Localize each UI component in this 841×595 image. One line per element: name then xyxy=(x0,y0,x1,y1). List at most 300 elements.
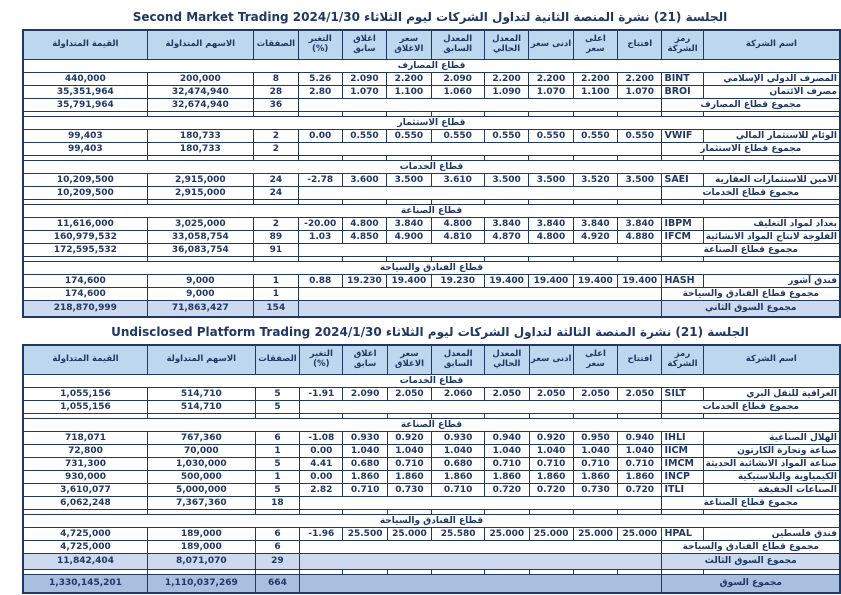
col-header-low: ادنى سعر xyxy=(529,30,573,60)
total-shares-cell: 180,733 xyxy=(147,143,253,156)
company-value-cell: 11,616,000 xyxy=(23,218,147,231)
company-code-cell: INCP xyxy=(662,471,703,484)
col-header-code: رمز الشركة xyxy=(662,30,703,60)
company-avg_cur-cell: 19.400 xyxy=(484,275,528,288)
col-header-avg_cur: المعدل الحالي xyxy=(484,30,528,60)
company-trades-cell: 89 xyxy=(254,231,299,244)
total-value-cell: 172,595,532 xyxy=(23,244,147,257)
company-open-cell: 0.550 xyxy=(618,130,662,143)
company-change-cell: 2.80 xyxy=(298,86,342,99)
company-prev_close-cell: 1.860 xyxy=(343,471,387,484)
company-value-cell: 35,351,964 xyxy=(23,86,147,99)
total-empty-cell xyxy=(298,301,662,318)
company-close-cell: 0.550 xyxy=(387,130,431,143)
company-low-cell: 3.500 xyxy=(529,174,573,187)
company-change-cell: -1.08 xyxy=(300,432,343,445)
company-name-cell: الفلوجة لانتاج المواد الانشائية xyxy=(703,231,840,244)
company-shares-cell: 70,000 xyxy=(147,445,255,458)
company-code-cell: IBPM xyxy=(662,218,703,231)
col-header-close: سعر الاغلاق xyxy=(387,30,431,60)
company-avg_prev-cell: 1.040 xyxy=(432,445,485,458)
company-avg_cur-cell: 1.090 xyxy=(484,86,528,99)
company-row xyxy=(23,218,840,231)
company-code-cell: IMCM xyxy=(662,458,703,471)
total-shares-cell: 7,367,360 xyxy=(147,497,255,510)
total-value-cell: 1,330,145,201 xyxy=(23,575,147,594)
second-market-table xyxy=(22,29,841,318)
company-low-cell: 2.050 xyxy=(529,388,573,401)
total-shares-cell: 8,071,070 xyxy=(147,554,255,570)
company-row xyxy=(23,445,840,458)
company-low-cell: 25.000 xyxy=(529,528,573,541)
company-high-cell: 4.920 xyxy=(573,231,617,244)
col-header-name: اسم الشركة xyxy=(703,30,840,60)
company-avg_cur-cell: 3.840 xyxy=(484,218,528,231)
company-shares-cell: 180,733 xyxy=(147,130,253,143)
total-label-cell: مجموع قطاع الفنادق والسياحة xyxy=(662,541,840,554)
company-value-cell: 174,600 xyxy=(23,275,147,288)
company-avg_cur-cell: 0.720 xyxy=(485,484,529,497)
company-row xyxy=(23,231,840,244)
company-prev_close-cell: 0.710 xyxy=(343,484,387,497)
company-shares-cell: 1,030,000 xyxy=(147,458,255,471)
company-close-cell: 0.920 xyxy=(387,432,431,445)
company-row xyxy=(23,73,840,86)
sector-name-cell: قطاع المصارف xyxy=(23,60,840,73)
total-label-cell: مجموع قطاع الخدمات xyxy=(662,401,840,414)
total-value-cell: 1,055,156 xyxy=(23,401,147,414)
company-name-cell: العراقية للنقل البري xyxy=(703,388,840,401)
company-open-cell: 3.840 xyxy=(618,218,662,231)
company-row xyxy=(23,388,840,401)
company-code-cell: IFCM xyxy=(662,231,703,244)
company-avg_prev-cell: 25.580 xyxy=(432,528,485,541)
col-header-low: ادنى سعر xyxy=(529,345,573,375)
undisclosed-platform-title: الجلسة (21) نشرة المنصة الثالثة لتداول الشركات ليوم الثلاثاء Undisclosed Platform Trading 2024/1/30 xyxy=(111,325,749,339)
company-value-cell: 930,000 xyxy=(23,471,147,484)
company-close-cell: 25.000 xyxy=(387,528,431,541)
company-avg_cur-cell: 3.500 xyxy=(484,174,528,187)
company-change-cell: -2.78 xyxy=(298,174,342,187)
company-low-cell: 2.200 xyxy=(529,73,573,86)
company-row xyxy=(23,275,840,288)
company-low-cell: 4.800 xyxy=(529,231,573,244)
company-row xyxy=(23,471,840,484)
company-open-cell: 0.720 xyxy=(618,484,662,497)
company-trades-cell: 28 xyxy=(254,86,299,99)
col-header-name: اسم الشركة xyxy=(703,345,840,375)
company-trades-cell: 2 xyxy=(254,130,299,143)
company-close-cell: 1.100 xyxy=(387,86,431,99)
total-shares-cell: 32,674,940 xyxy=(147,99,253,112)
col-header-open: افتتاح xyxy=(618,30,662,60)
sector-total-row xyxy=(23,143,840,156)
company-name-cell: المصرف الدولي الإسلامي xyxy=(703,73,840,86)
total-trades-cell: 29 xyxy=(255,554,300,570)
company-row xyxy=(23,528,840,541)
col-header-prev_close: اغلاق سابق xyxy=(342,30,386,60)
company-low-cell: 0.720 xyxy=(529,484,573,497)
company-avg_prev-cell: 1.860 xyxy=(432,471,485,484)
total-value-cell: 35,791,964 xyxy=(23,99,147,112)
company-shares-cell: 33,058,754 xyxy=(147,231,253,244)
company-close-cell: 3.500 xyxy=(387,174,431,187)
sector-total-row xyxy=(23,99,840,112)
company-high-cell: 1.860 xyxy=(573,471,617,484)
company-open-cell: 0.710 xyxy=(618,458,662,471)
company-row xyxy=(23,484,840,497)
col-header-trades: الصفقات xyxy=(254,30,299,60)
col-header-avg_prev: المعدل السابق xyxy=(432,345,485,375)
company-name-cell: الهلال الصناعية xyxy=(703,432,840,445)
company-avg_prev-cell: 4.810 xyxy=(431,231,484,244)
company-close-cell: 19.400 xyxy=(387,275,431,288)
company-shares-cell: 189,000 xyxy=(147,528,255,541)
company-change-cell: 0.88 xyxy=(298,275,342,288)
table-header xyxy=(23,30,840,60)
company-prev_close-cell: 1.040 xyxy=(343,445,387,458)
company-prev_close-cell: 25.500 xyxy=(343,528,387,541)
company-low-cell: 0.920 xyxy=(529,432,573,445)
total-empty-cell xyxy=(300,554,662,570)
sector-header-row xyxy=(23,205,840,218)
company-shares-cell: 3,025,000 xyxy=(147,218,253,231)
sector-total-row xyxy=(23,244,840,257)
grand-total-row xyxy=(23,575,840,594)
total-trades-cell: 154 xyxy=(254,301,299,318)
company-avg_cur-cell: 0.710 xyxy=(485,458,529,471)
company-trades-cell: 5 xyxy=(255,458,300,471)
col-header-trades: الصفقات xyxy=(255,345,300,375)
company-high-cell: 0.710 xyxy=(573,458,617,471)
company-close-cell: 0.730 xyxy=(387,484,431,497)
company-avg_prev-cell: 0.680 xyxy=(432,458,485,471)
company-name-cell: صناعة المواد الانشائية الحديثة xyxy=(703,458,840,471)
total-value-cell: 4,725,000 xyxy=(23,541,147,554)
total-label-cell: مجموع السوق الثالث xyxy=(662,554,840,570)
company-change-cell: -1.91 xyxy=(300,388,343,401)
col-header-open: افتتاح xyxy=(618,345,662,375)
company-change-cell: 4.41 xyxy=(300,458,343,471)
company-name-cell: صناعة وتجارة الكارتون xyxy=(703,445,840,458)
company-trades-cell: 24 xyxy=(254,174,299,187)
company-value-cell: 4,725,000 xyxy=(23,528,147,541)
company-row xyxy=(23,174,840,187)
total-empty-cell xyxy=(300,401,662,414)
sector-total-row xyxy=(23,288,840,301)
sector-header-row xyxy=(23,117,840,130)
company-value-cell: 3,610,077 xyxy=(23,484,147,497)
company-code-cell: IHLI xyxy=(662,432,703,445)
company-change-cell: -1.96 xyxy=(300,528,343,541)
market-total-row xyxy=(23,301,840,318)
company-change-cell: 0.00 xyxy=(300,471,343,484)
table-body xyxy=(23,375,840,594)
company-avg_prev-cell: 2.090 xyxy=(431,73,484,86)
total-empty-cell xyxy=(300,497,662,510)
company-avg_cur-cell: 4.870 xyxy=(484,231,528,244)
company-shares-cell: 514,710 xyxy=(147,388,255,401)
col-header-avg_prev: المعدل السابق xyxy=(431,30,484,60)
company-row xyxy=(23,458,840,471)
company-open-cell: 3.500 xyxy=(618,174,662,187)
sector-header-row xyxy=(23,60,840,73)
total-label-cell: مجموع السوق xyxy=(662,575,840,594)
total-trades-cell: 5 xyxy=(255,401,300,414)
sector-name-cell: قطاع الخدمات xyxy=(23,161,840,174)
company-open-cell: 1.070 xyxy=(618,86,662,99)
sector-header-row xyxy=(23,419,840,432)
company-trades-cell: 5 xyxy=(255,388,300,401)
total-trades-cell: 664 xyxy=(255,575,300,594)
company-name-cell: الوئام للاستثمار المالي xyxy=(703,130,840,143)
col-header-code: رمز الشركة xyxy=(662,345,703,375)
market-total-row xyxy=(23,554,840,570)
company-open-cell: 25.000 xyxy=(618,528,662,541)
company-name-cell: مصرف الائتمان xyxy=(703,86,840,99)
company-prev_close-cell: 3.600 xyxy=(342,174,386,187)
company-high-cell: 2.200 xyxy=(573,73,617,86)
undisclosed-platform-table xyxy=(22,344,841,594)
company-low-cell: 19.400 xyxy=(529,275,573,288)
company-code-cell: ITLI xyxy=(662,484,703,497)
company-shares-cell: 9,000 xyxy=(147,275,253,288)
company-prev_close-cell: 2.090 xyxy=(342,73,386,86)
company-open-cell: 0.940 xyxy=(618,432,662,445)
sector-name-cell: قطاع الخدمات xyxy=(23,375,840,388)
company-low-cell: 1.860 xyxy=(529,471,573,484)
company-row xyxy=(23,86,840,99)
sector-name-cell: قطاع الفنادق والسياحة xyxy=(23,262,840,275)
company-prev_close-cell: 0.550 xyxy=(342,130,386,143)
sector-header-row xyxy=(23,262,840,275)
col-header-change: التغير (%) xyxy=(298,30,342,60)
total-label-cell: مجموع قطاع الخدمات xyxy=(662,187,840,200)
company-low-cell: 0.710 xyxy=(529,458,573,471)
company-name-cell: بغداد لمواد التغليف xyxy=(703,218,840,231)
company-code-cell: SAEI xyxy=(662,174,703,187)
sector-name-cell: قطاع الصناعة xyxy=(23,419,840,432)
company-open-cell: 4.880 xyxy=(618,231,662,244)
total-value-cell: 10,209,500 xyxy=(23,187,147,200)
company-prev_close-cell: 0.930 xyxy=(343,432,387,445)
total-trades-cell: 36 xyxy=(254,99,299,112)
total-value-cell: 174,600 xyxy=(23,288,147,301)
company-close-cell: 3.840 xyxy=(387,218,431,231)
company-name-cell: الامين للاستثمارات العقارية xyxy=(703,174,840,187)
sector-total-row xyxy=(23,497,840,510)
company-name-cell: فندق آشور xyxy=(703,275,840,288)
company-trades-cell: 5 xyxy=(255,484,300,497)
company-name-cell: فندق فلسطين xyxy=(703,528,840,541)
company-shares-cell: 767,360 xyxy=(147,432,255,445)
total-empty-cell xyxy=(298,143,662,156)
col-header-close: سعر الاغلاق xyxy=(387,345,431,375)
company-trades-cell: 1 xyxy=(255,471,300,484)
total-shares-cell: 514,710 xyxy=(147,401,255,414)
col-header-high: اعلى سعر xyxy=(573,30,617,60)
company-shares-cell: 500,000 xyxy=(147,471,255,484)
company-code-cell: BROI xyxy=(662,86,703,99)
company-trades-cell: 6 xyxy=(255,528,300,541)
total-label-cell: مجموع قطاع الصناعة xyxy=(662,497,840,510)
sector-total-row xyxy=(23,187,840,200)
total-trades-cell: 1 xyxy=(254,288,299,301)
company-low-cell: 1.040 xyxy=(529,445,573,458)
company-avg_prev-cell: 19.230 xyxy=(431,275,484,288)
company-close-cell: 1.860 xyxy=(387,471,431,484)
company-trades-cell: 2 xyxy=(254,218,299,231)
company-change-cell: 5.26 xyxy=(298,73,342,86)
company-prev_close-cell: 0.680 xyxy=(343,458,387,471)
total-trades-cell: 24 xyxy=(254,187,299,200)
column-header-row xyxy=(23,345,840,375)
company-value-cell: 1,055,156 xyxy=(23,388,147,401)
total-shares-cell: 2,915,000 xyxy=(147,187,253,200)
company-avg_prev-cell: 2.060 xyxy=(432,388,485,401)
total-trades-cell: 18 xyxy=(255,497,300,510)
company-high-cell: 3.840 xyxy=(573,218,617,231)
company-close-cell: 2.050 xyxy=(387,388,431,401)
company-value-cell: 160,979,532 xyxy=(23,231,147,244)
total-empty-cell xyxy=(298,288,662,301)
company-open-cell: 1.860 xyxy=(618,471,662,484)
total-trades-cell: 2 xyxy=(254,143,299,156)
company-low-cell: 0.550 xyxy=(529,130,573,143)
company-high-cell: 3.520 xyxy=(573,174,617,187)
company-avg_prev-cell: 0.550 xyxy=(431,130,484,143)
total-empty-cell xyxy=(298,187,662,200)
company-shares-cell: 2,915,000 xyxy=(147,174,253,187)
company-code-cell: VWIF xyxy=(662,130,703,143)
company-value-cell: 440,000 xyxy=(23,73,147,86)
total-label-cell: مجموع قطاع المصارف xyxy=(662,99,840,112)
company-high-cell: 0.550 xyxy=(573,130,617,143)
col-header-shares: الاسهم المتداولة xyxy=(147,345,255,375)
sector-name-cell: قطاع الاستثمار xyxy=(23,117,840,130)
company-trades-cell: 1 xyxy=(255,445,300,458)
sector-total-row xyxy=(23,401,840,414)
total-shares-cell: 189,000 xyxy=(147,541,255,554)
company-prev_close-cell: 2.090 xyxy=(343,388,387,401)
total-value-cell: 218,870,999 xyxy=(23,301,147,318)
company-open-cell: 2.200 xyxy=(618,73,662,86)
company-close-cell: 0.710 xyxy=(387,458,431,471)
total-shares-cell: 71,863,427 xyxy=(147,301,253,318)
total-shares-cell: 1,110,037,269 xyxy=(147,575,255,594)
company-low-cell: 1.070 xyxy=(529,86,573,99)
total-label-cell: مجموع قطاع الصناعة xyxy=(662,244,840,257)
second-market-title: الجلسة (21) نشرة المنصة الثانية لتداول الشركات ليوم الثلاثاء Second Market Trading 2024/1/30 xyxy=(132,10,728,24)
col-header-value: القيمة المتداولة xyxy=(23,345,147,375)
company-name-cell: الكيمياوية والبلاستيكية xyxy=(703,471,840,484)
company-avg_prev-cell: 4.800 xyxy=(431,218,484,231)
company-value-cell: 10,209,500 xyxy=(23,174,147,187)
company-avg_prev-cell: 0.930 xyxy=(432,432,485,445)
table-header xyxy=(23,345,840,375)
company-avg_cur-cell: 25.000 xyxy=(485,528,529,541)
total-shares-cell: 9,000 xyxy=(147,288,253,301)
company-open-cell: 19.400 xyxy=(618,275,662,288)
total-value-cell: 6,062,248 xyxy=(23,497,147,510)
col-header-value: القيمة المتداولة xyxy=(23,30,147,60)
company-avg_cur-cell: 0.940 xyxy=(485,432,529,445)
company-open-cell: 1.040 xyxy=(618,445,662,458)
company-shares-cell: 5,000,000 xyxy=(147,484,255,497)
total-value-cell: 99,403 xyxy=(23,143,147,156)
company-trades-cell: 6 xyxy=(255,432,300,445)
company-high-cell: 0.950 xyxy=(573,432,617,445)
total-value-cell: 11,842,404 xyxy=(23,554,147,570)
company-avg_cur-cell: 1.860 xyxy=(485,471,529,484)
table-body xyxy=(23,60,840,318)
company-code-cell: BINT xyxy=(662,73,703,86)
company-avg_cur-cell: 2.200 xyxy=(484,73,528,86)
company-close-cell: 1.040 xyxy=(387,445,431,458)
company-high-cell: 1.100 xyxy=(573,86,617,99)
company-close-cell: 4.900 xyxy=(387,231,431,244)
total-trades-cell: 91 xyxy=(254,244,299,257)
sector-name-cell: قطاع الصناعة xyxy=(23,205,840,218)
company-change-cell: 2.82 xyxy=(300,484,343,497)
company-prev_close-cell: 1.070 xyxy=(342,86,386,99)
company-change-cell: 0.00 xyxy=(298,130,342,143)
company-open-cell: 2.050 xyxy=(618,388,662,401)
col-header-change: التغير (%) xyxy=(300,345,343,375)
company-code-cell: HPAL xyxy=(662,528,703,541)
company-prev_close-cell: 19.230 xyxy=(342,275,386,288)
total-empty-cell xyxy=(300,541,662,554)
company-high-cell: 0.730 xyxy=(573,484,617,497)
company-value-cell: 72,800 xyxy=(23,445,147,458)
company-avg_cur-cell: 1.040 xyxy=(485,445,529,458)
total-shares-cell: 36,083,754 xyxy=(147,244,253,257)
company-code-cell: HASH xyxy=(662,275,703,288)
company-value-cell: 718,071 xyxy=(23,432,147,445)
company-high-cell: 25.000 xyxy=(573,528,617,541)
total-label-cell: مجموع قطاع الفنادق والسياحة xyxy=(662,288,840,301)
col-header-high: اعلى سعر xyxy=(573,345,617,375)
company-trades-cell: 1 xyxy=(254,275,299,288)
total-empty-cell xyxy=(298,244,662,257)
company-change-cell: -20.00 xyxy=(298,218,342,231)
company-high-cell: 2.050 xyxy=(573,388,617,401)
company-avg_cur-cell: 0.550 xyxy=(484,130,528,143)
company-code-cell: SILT xyxy=(662,388,703,401)
company-value-cell: 99,403 xyxy=(23,130,147,143)
company-avg_cur-cell: 2.050 xyxy=(485,388,529,401)
total-empty-cell xyxy=(298,99,662,112)
company-change-cell: 1.03 xyxy=(298,231,342,244)
company-avg_prev-cell: 1.060 xyxy=(431,86,484,99)
sector-header-row xyxy=(23,375,840,388)
sector-name-cell: قطاع الفنادق والسياحة xyxy=(23,515,840,528)
company-prev_close-cell: 4.850 xyxy=(342,231,386,244)
total-trades-cell: 6 xyxy=(255,541,300,554)
company-name-cell: الصناعات الخفيفة xyxy=(703,484,840,497)
total-empty-cell xyxy=(300,575,662,594)
company-value-cell: 731,300 xyxy=(23,458,147,471)
company-row xyxy=(23,432,840,445)
company-shares-cell: 200,000 xyxy=(147,73,253,86)
company-avg_prev-cell: 0.710 xyxy=(432,484,485,497)
company-shares-cell: 32,474,940 xyxy=(147,86,253,99)
sector-header-row xyxy=(23,161,840,174)
company-high-cell: 19.400 xyxy=(573,275,617,288)
total-label-cell: مجموع السوق الثاني xyxy=(662,301,840,318)
company-avg_prev-cell: 3.610 xyxy=(431,174,484,187)
col-header-shares: الاسهم المتداولة xyxy=(147,30,253,60)
